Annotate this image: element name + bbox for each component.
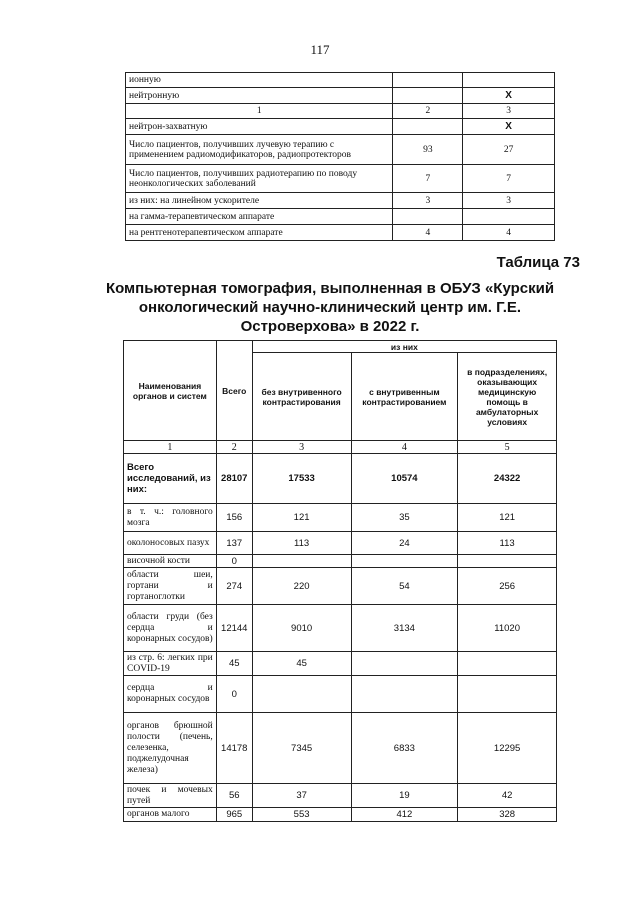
col-number: 1 (124, 441, 217, 454)
col-number: 5 (458, 441, 557, 454)
row-label: 1 (126, 104, 393, 119)
value-cell (252, 555, 351, 568)
value-cell: 14178 (216, 713, 252, 784)
value-cell: 7 (463, 165, 555, 193)
table-row (124, 555, 557, 568)
table-row (126, 119, 555, 135)
value-cell: 3 (393, 193, 463, 209)
value-cell: 121 (252, 504, 351, 532)
organ-name: сердца и коронарных сосудов (124, 676, 217, 713)
value-cell (351, 555, 458, 568)
table-row (124, 504, 557, 532)
table-row (126, 225, 555, 241)
value-cell: X (463, 119, 555, 135)
col-number: 3 (252, 441, 351, 454)
table-row (126, 209, 555, 225)
value-cell: 965 (216, 808, 252, 822)
value-cell: 412 (351, 808, 458, 822)
value-cell: 7 (393, 165, 463, 193)
value-cell: 121 (458, 504, 557, 532)
header-of-which: из них (252, 341, 556, 353)
organ-name: околоносовых пазух (124, 532, 217, 555)
value-cell: 113 (458, 532, 557, 555)
value-cell: 17533 (252, 454, 351, 504)
col-number: 2 (216, 441, 252, 454)
value-cell (393, 88, 463, 104)
value-cell: 9010 (252, 605, 351, 652)
table-row (124, 676, 557, 713)
table-row (124, 713, 557, 784)
value-cell: 113 (252, 532, 351, 555)
table-row (124, 784, 557, 808)
value-cell: 0 (216, 555, 252, 568)
value-cell: 54 (351, 568, 458, 605)
radiotherapy-table-continued (125, 72, 555, 241)
value-cell: 4 (393, 225, 463, 241)
row-label: нейтрон-захватную (126, 119, 393, 135)
value-cell: 56 (216, 784, 252, 808)
value-cell (458, 555, 557, 568)
value-cell: 6833 (351, 713, 458, 784)
value-cell: 45 (252, 652, 351, 676)
header-organ-systems: Наименования органов и систем (124, 341, 217, 441)
row-label: на гамма-терапевтическом аппарате (126, 209, 393, 225)
table-row (124, 605, 557, 652)
organ-name: Всего исследований, из них: (124, 454, 217, 504)
organ-name: из стр. 6: легких при COVID-19 (124, 652, 217, 676)
value-cell: 28107 (216, 454, 252, 504)
table-row (124, 568, 557, 605)
table-caption: Таблица 73 (496, 254, 580, 271)
value-cell: 45 (216, 652, 252, 676)
table-row (126, 193, 555, 209)
value-cell (458, 652, 557, 676)
value-cell: 7345 (252, 713, 351, 784)
row-label: Число пациентов, получивших радиотерапию по поводу неонкологических заболеваний (126, 165, 393, 193)
table-row (124, 808, 557, 822)
table-title: Компьютерная томография, выполненная в ОБУЗ «Курский онкологический научно-клинический центр им. Г.Е. Островерхова» в 2022 г. (105, 280, 555, 335)
row-label: на рентгенотерапевтическом аппарате (126, 225, 393, 241)
organ-name: в т. ч.: головного мозга (124, 504, 217, 532)
row-label: нейтронную (126, 88, 393, 104)
table-row (124, 454, 557, 504)
value-cell (351, 676, 458, 713)
value-cell: 256 (458, 568, 557, 605)
header-with-contrast: с внутривенным контрастированием (351, 353, 458, 441)
header-total: Всего (216, 341, 252, 441)
value-cell: 328 (458, 808, 557, 822)
value-cell: 12295 (458, 713, 557, 784)
row-label: Число пациентов, получивших лучевую терапию с применением радиомодификаторов, радиопротекторов (126, 135, 393, 165)
value-cell: 12144 (216, 605, 252, 652)
value-cell: 3 (463, 193, 555, 209)
table-row (126, 104, 555, 119)
value-cell: 3134 (351, 605, 458, 652)
value-cell (252, 676, 351, 713)
table-row (126, 165, 555, 193)
organ-name: области шеи, гортани и гортаноглотки (124, 568, 217, 605)
header-no-contrast: без внутривенного контрастирования (252, 353, 351, 441)
value-cell: 11020 (458, 605, 557, 652)
value-cell: 0 (216, 676, 252, 713)
value-cell: 553 (252, 808, 351, 822)
ct-table (123, 340, 557, 822)
table-row (124, 532, 557, 555)
value-cell (351, 652, 458, 676)
value-cell (393, 209, 463, 225)
value-cell: 42 (458, 784, 557, 808)
table-row (126, 88, 555, 104)
row-label: из них: на линейном ускорителе (126, 193, 393, 209)
value-cell: 156 (216, 504, 252, 532)
value-cell: 35 (351, 504, 458, 532)
organ-name: органов брюшной полости (печень, селезенка, поджелудочная железа) (124, 713, 217, 784)
value-cell: 27 (463, 135, 555, 165)
value-cell: 4 (463, 225, 555, 241)
value-cell: 2 (393, 104, 463, 119)
value-cell (393, 73, 463, 88)
organ-name: области груди (без сердца и коронарных сосудов) (124, 605, 217, 652)
value-cell: 24 (351, 532, 458, 555)
value-cell: 274 (216, 568, 252, 605)
page-number: 117 (310, 42, 330, 57)
organ-name: органов малого (124, 808, 217, 822)
value-cell: 93 (393, 135, 463, 165)
col-number: 4 (351, 441, 458, 454)
value-cell (463, 209, 555, 225)
value-cell: X (463, 88, 555, 104)
organ-name: почек и мочевых путей (124, 784, 217, 808)
value-cell: 37 (252, 784, 351, 808)
value-cell: 220 (252, 568, 351, 605)
value-cell: 137 (216, 532, 252, 555)
value-cell: 19 (351, 784, 458, 808)
table-row (124, 652, 557, 676)
header-ambulatory: в подразделениях, оказывающих медицинскую помощь в амбулаторных условиях (458, 353, 557, 441)
value-cell (393, 119, 463, 135)
value-cell: 10574 (351, 454, 458, 504)
value-cell (463, 73, 555, 88)
value-cell (458, 676, 557, 713)
table-row (126, 73, 555, 88)
value-cell: 24322 (458, 454, 557, 504)
value-cell: 3 (463, 104, 555, 119)
organ-name: височной кости (124, 555, 217, 568)
row-label: ионную (126, 73, 393, 88)
table-row (126, 135, 555, 165)
